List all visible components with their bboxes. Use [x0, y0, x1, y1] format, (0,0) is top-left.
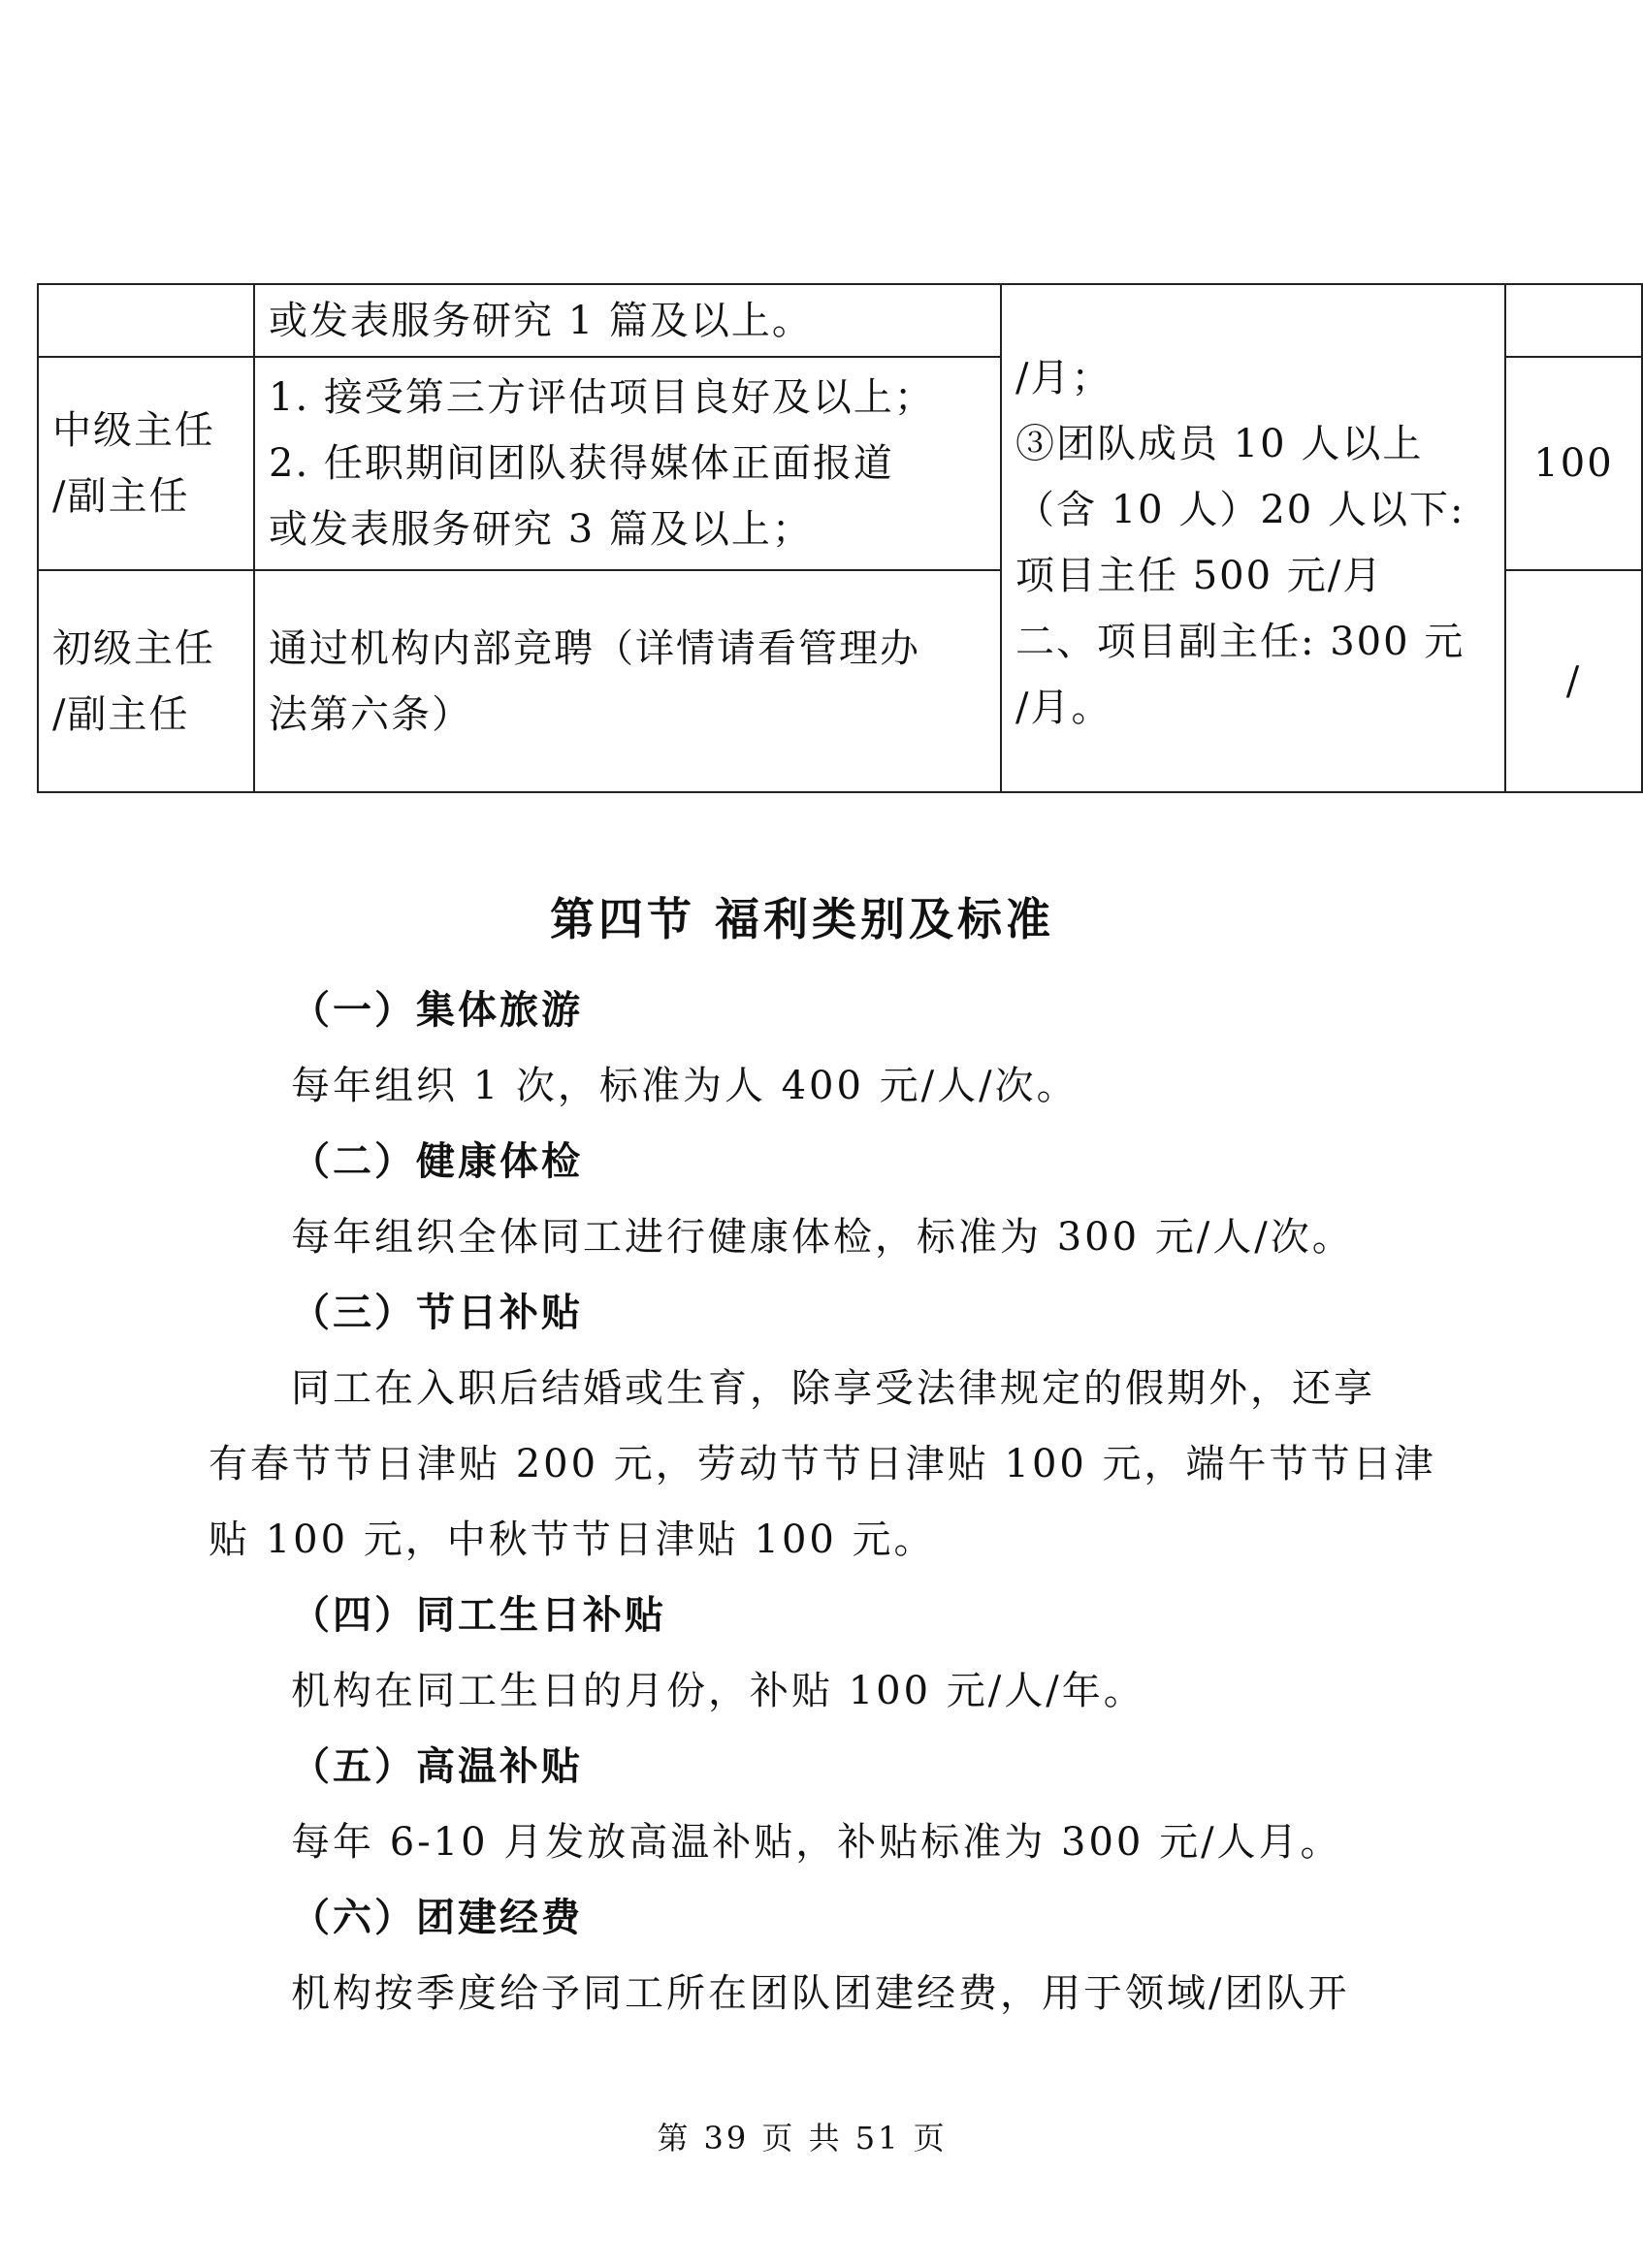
- standard-line-6: /月。: [1015, 686, 1112, 730]
- standard-merged-cell: [1001, 284, 1505, 792]
- item-heading: （一）集体旅游: [291, 988, 583, 1033]
- item-text-line-3: 贴 100 元，中秋节节日津贴 100 元。: [209, 1517, 936, 1562]
- requirement-line-1: 1. 接受第三方评估项目良好及以上；: [269, 375, 935, 420]
- level-line-2: /副主任: [52, 691, 190, 737]
- level-cell-empty: [38, 284, 254, 357]
- salary-level-table: [37, 283, 1643, 793]
- item-heading: （四）同工生日补贴: [291, 1593, 666, 1638]
- level-line-2: /副主任: [52, 474, 190, 519]
- item-text-line-2: 有春节节日津贴 200 元，劳动节节日津贴 100 元，端午节节日津: [209, 1442, 1436, 1486]
- item-text: 每年组织 1 次，标准为人 400 元/人/次。: [291, 1064, 1079, 1108]
- level-cell: [38, 357, 254, 570]
- item-heading: （三）节日补贴: [291, 1291, 583, 1335]
- item-text: 机构在同工生日的月份，补贴 100 元/人/年。: [291, 1669, 1145, 1713]
- section-title: 第四节 福利类别及标准: [549, 893, 1054, 945]
- item-text: 机构按季度给予同工所在团队团建经费，用于领域/团队开: [291, 1971, 1350, 2016]
- requirement-cell: [254, 284, 1001, 357]
- value-cell-empty: [1505, 284, 1642, 357]
- standard-line-5: 二、项目副主任: 300 元: [1015, 620, 1466, 664]
- value-cell: /: [1505, 570, 1642, 792]
- requirement-cell: [254, 357, 1001, 570]
- item-heading: （二）健康体检: [291, 1139, 583, 1184]
- page-footer: 第 39 页 共 51 页: [657, 2120, 948, 2156]
- level-line-1: 中级主任: [52, 408, 215, 453]
- standard-line-2: ③团队成员 10 人以上: [1015, 422, 1424, 466]
- table-row: [38, 284, 1642, 357]
- item-text: 每年 6-10 月发放高温补贴，补贴标准为 300 元/人月。: [291, 1820, 1342, 1865]
- standard-line-1: /月；: [1015, 356, 1112, 400]
- requirement-line-2: 2. 任职期间团队获得媒体正面报道: [269, 441, 894, 486]
- requirement-line-1: 通过机构内部竞聘（详情请看管理办: [269, 625, 920, 671]
- value-cell: 100: [1505, 357, 1642, 570]
- requirement-cell: [254, 570, 1001, 792]
- item-text-line-1: 同工在入职后结婚或生育，除享受法律规定的假期外，还享: [291, 1366, 1375, 1411]
- item-heading: （五）高温补贴: [291, 1744, 583, 1789]
- standard-line-4: 项目主任 500 元/月: [1015, 554, 1384, 598]
- level-cell: [38, 570, 254, 792]
- item-text: 每年组织全体同工进行健康体检，标准为 300 元/人/次。: [291, 1215, 1354, 1260]
- requirement-line-3: 或发表服务研究 3 篇及以上；: [269, 507, 813, 552]
- level-line-1: 初级主任: [52, 625, 215, 671]
- standard-line-3: （含 10 人）20 人以下:: [1015, 488, 1466, 532]
- requirement-text: 或发表服务研究 1 篇及以上。: [269, 298, 813, 343]
- item-heading: （六）团建经费: [291, 1896, 583, 1940]
- requirement-line-2: 法第六条）: [269, 691, 472, 737]
